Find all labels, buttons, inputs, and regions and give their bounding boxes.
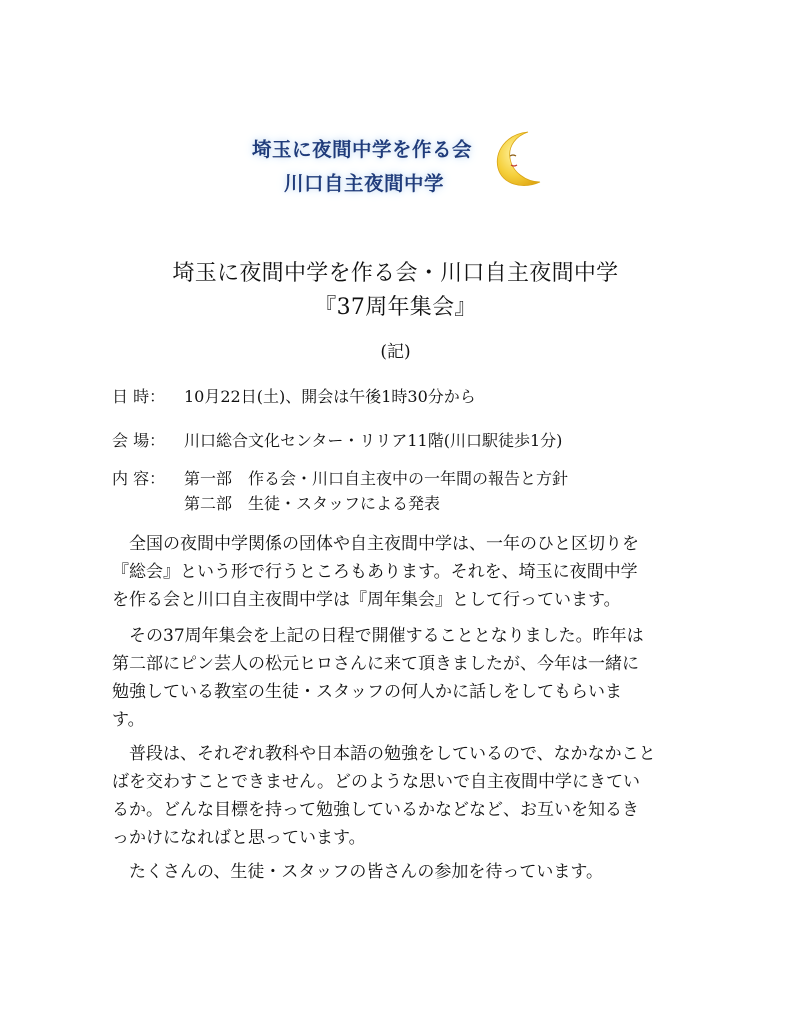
logo-text-main: 埼玉に夜間中学を作る会 bbox=[252, 138, 473, 161]
info-venue-row bbox=[112, 428, 562, 451]
paragraph-line: を作る会と川口自主夜間中学は『周年集会』として行っています。 bbox=[112, 590, 621, 610]
paragraph-line: 第二部にピン芸人の松元ヒロさんに来て頂きましたが、今年は一緒に bbox=[112, 654, 639, 674]
body-paragraph-4 bbox=[112, 858, 682, 886]
paragraph-line: 普段は、それぞれ教科や日本語の勉強をしているので、なかなかこと bbox=[112, 744, 656, 764]
page-subtitle: 『37周年集会』 bbox=[314, 295, 477, 320]
info-date-value: 10月22日(土)、開会は午後1時30分から bbox=[184, 387, 476, 406]
info-venue-label: 会 場： bbox=[112, 431, 166, 450]
info-date-label: 日 時： bbox=[112, 387, 166, 406]
paragraph-line: 『総会』という形で行うところもあります。それを、埼玉に夜間中学 bbox=[112, 562, 638, 582]
paragraph-line: たくさんの、生徒・スタッフの皆さんの参加を待っています。 bbox=[112, 862, 603, 882]
paragraph-line: 勉強している教室の生徒・スタッフの何人かに話しをしてもらいま bbox=[112, 682, 622, 702]
paragraph-line: っかけになればと思っています。 bbox=[112, 828, 366, 848]
paragraph-line: 全国の夜間中学関係の団体や自主夜間中学は、一年のひと区切りを bbox=[112, 534, 639, 554]
info-venue-value: 川口総合文化センター・リリア11階(川口駅徒歩1分) bbox=[184, 431, 563, 450]
info-date-row bbox=[112, 384, 476, 407]
page-title: 埼玉に夜間中学を作る会・川口自主夜間中学 bbox=[172, 261, 619, 286]
crescent-moon-icon bbox=[488, 128, 546, 190]
paragraph-line: す。 bbox=[112, 710, 145, 730]
paragraph-line: るか。どんな目標を持って勉強しているかなどなど、お互いを知るき bbox=[112, 800, 639, 820]
paragraph-line: その37周年集会を上記の日程で開催することとなりました。昨年は bbox=[112, 626, 644, 646]
body-paragraph-3 bbox=[112, 740, 682, 852]
paragraph-line: ばを交わすことできません。どのような思いで自主夜間中学にきてい bbox=[112, 772, 641, 792]
info-content-value-2: 第二部 生徒・スタッフによる発表 bbox=[184, 494, 441, 513]
logo bbox=[244, 126, 554, 196]
info-content-row bbox=[112, 466, 568, 489]
body-paragraph-2 bbox=[112, 622, 682, 734]
body-paragraph-1 bbox=[112, 530, 682, 614]
info-content-row-2 bbox=[112, 491, 440, 514]
info-content-value-1: 第一部 作る会・川口自主夜中の一年間の報告と方針 bbox=[184, 469, 569, 488]
ki-heading: (記) bbox=[380, 342, 411, 362]
logo-text-sub: 川口自主夜間中学 bbox=[284, 172, 445, 195]
info-content-label: 内 容： bbox=[112, 469, 166, 488]
